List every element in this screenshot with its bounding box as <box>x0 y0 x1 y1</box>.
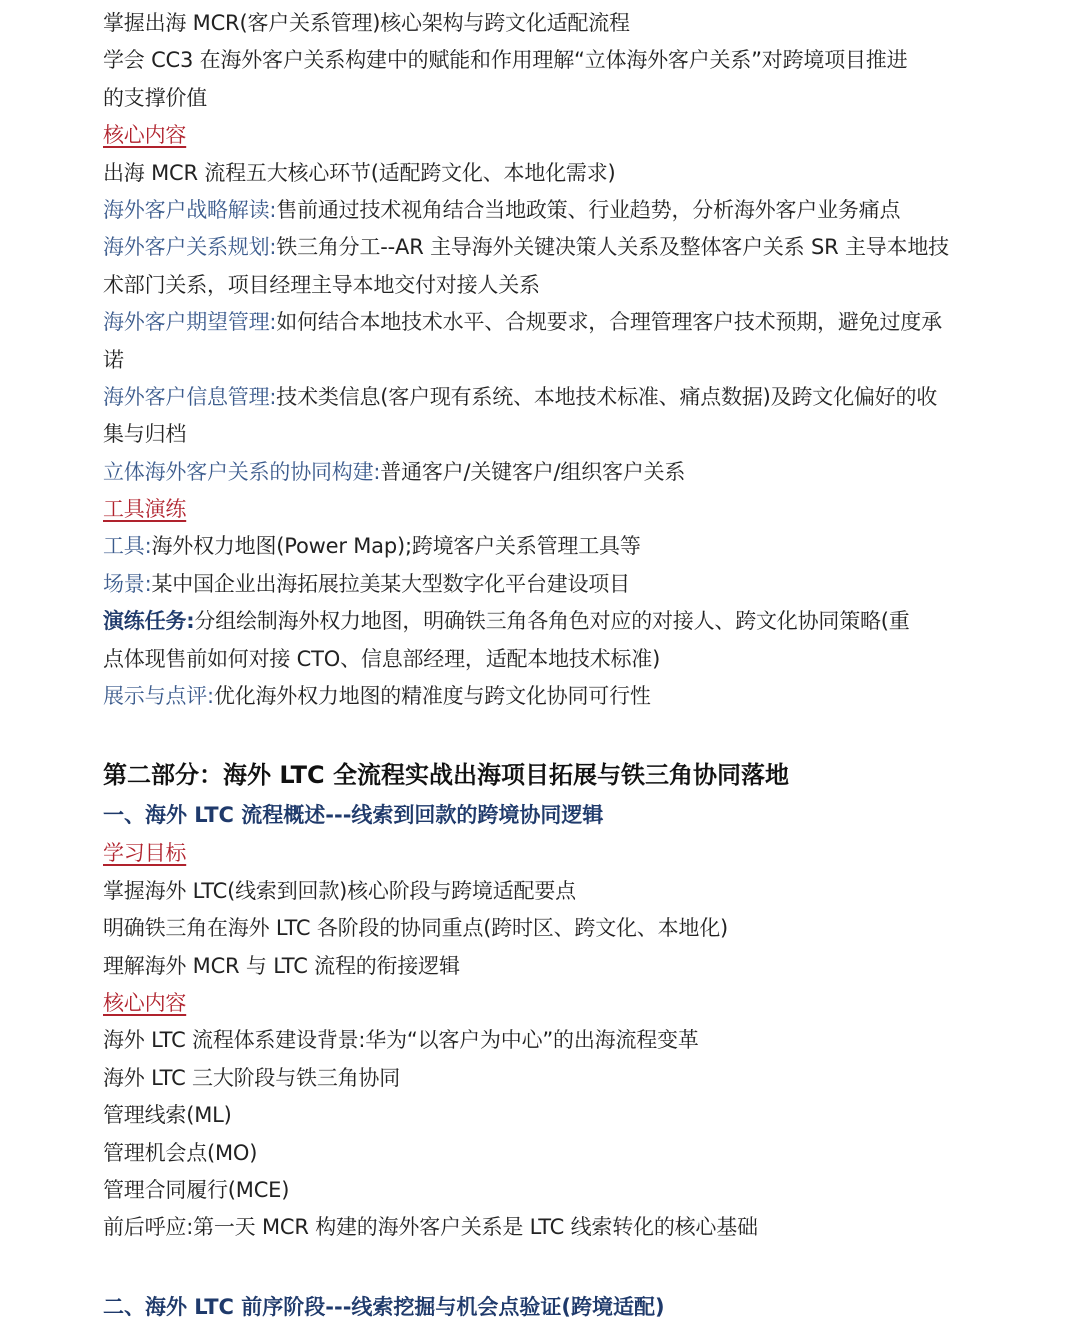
core-item-collab <box>103 454 1003 491</box>
core-item-expectation <box>103 304 1003 341</box>
core-item-expectation-cont: 诺 <box>103 347 124 372</box>
item-label: 海外客户关系规划: <box>103 235 277 260</box>
ltc-core-2: 海外 LTC 三大阶段与铁三角协同 <box>103 1065 401 1090</box>
ltc-core-6: 前后呼应:第一天 MCR 构建的海外客户关系是 LTC 线索转化的核心基础 <box>103 1215 758 1240</box>
core-content-heading: 核心内容 <box>103 123 187 148</box>
core-item-planning-cont: 术部门关系，项目经理主导本地交付对接人关系 <box>103 272 540 297</box>
ltc-core-4: 管理机会点(MO) <box>103 1140 258 1165</box>
task-line-cont: 点体现售前如何对接 CTO、信息部经理，适配本地技术标准) <box>103 646 661 671</box>
scene-text: 某中国企业出海拓展拉美某大型数字化平台建设项目 <box>151 571 630 596</box>
ltc-core-heading: 核心内容 <box>103 990 187 1015</box>
item-label: 立体海外客户关系的协同构建: <box>103 459 381 484</box>
core-item-info-cont: 集与归档 <box>103 422 187 447</box>
tools-heading: 工具演练 <box>103 497 187 522</box>
ltc-core-1: 海外 LTC 流程体系建设背景:华为“以客户为中心”的出海流程变革 <box>103 1028 699 1053</box>
tool-text: 海外权力地图(Power Map);跨境客户关系管理工具等 <box>151 534 641 559</box>
part-two-title: 第二部分：海外 LTC 全流程实战出海项目拓展与铁三角协同落地 <box>103 761 790 790</box>
document-body <box>103 5 1003 1327</box>
tool-label: 工具: <box>103 534 152 559</box>
goal-line-3: 的支撑价值 <box>103 85 207 110</box>
review-label: 展示与点评: <box>103 684 214 709</box>
tool-line <box>103 528 1003 565</box>
section-one-title: 一、海外 LTC 流程概述---线索到回款的跨境协同逻辑 <box>103 803 604 828</box>
core-item-info <box>103 379 1003 416</box>
section-two-title: 二、海外 LTC 前序阶段---线索挖掘与机会点验证(跨境适配) <box>103 1294 665 1319</box>
ltc-goal-3: 理解海外 MCR 与 LTC 流程的衔接逻辑 <box>103 953 460 978</box>
item-text: 如何结合本地技术水平、合规要求，合理管理客户技术预期，避免过度承 <box>276 310 942 335</box>
review-text: 优化海外权力地图的精准度与跨文化协同可行性 <box>213 684 651 709</box>
goal-line-1: 掌握出海 MCR(客户关系管理)核心架构与跨文化适配流程 <box>103 11 630 35</box>
review-line <box>103 678 1003 715</box>
item-text: 售前通过技术视角结合当地政策、行业趋势，分析海外客户业务痛点 <box>276 197 901 222</box>
ltc-goal-2: 明确铁三角在海外 LTC 各阶段的协同重点(跨时区、跨文化、本地化) <box>103 916 729 941</box>
goal-line-2: 学会 CC3 在海外客户关系构建中的赋能和作用理解“立体海外客户关系”对跨境项目推进 <box>103 48 908 73</box>
item-label: 海外客户信息管理: <box>103 384 277 409</box>
item-text: 普通客户/关键客户/组织客户关系 <box>380 459 686 484</box>
item-text: 技术类信息(客户现有系统、本地技术标准、痛点数据)及跨文化偏好的收 <box>276 384 938 409</box>
scene-line <box>103 566 1003 603</box>
core-item-strategy <box>103 192 1003 229</box>
core-item-planning <box>103 229 1003 266</box>
task-text: 分组绘制海外权力地图，明确铁三角各角色对应的对接人、跨文化协同策略(重 <box>194 609 910 634</box>
task-line <box>103 603 1003 640</box>
item-text: 铁三角分工--AR 主导海外关键决策人关系及整体客户关系 SR 主导本地技 <box>276 235 949 260</box>
ltc-goal-1: 掌握海外 LTC(线索到回款)核心阶段与跨境适配要点 <box>103 878 576 903</box>
item-label: 海外客户战略解读: <box>103 197 277 222</box>
core-intro: 出海 MCR 流程五大核心环节(适配跨文化、本地化需求) <box>103 160 616 185</box>
task-label: 演练任务: <box>103 609 195 634</box>
scene-label: 场景: <box>103 571 152 596</box>
ltc-core-3: 管理线索(ML) <box>103 1103 232 1128</box>
item-label: 海外客户期望管理: <box>103 310 277 335</box>
learning-goals-heading: 学习目标 <box>103 841 187 866</box>
ltc-core-5: 管理合同履行(MCE) <box>103 1177 290 1202</box>
